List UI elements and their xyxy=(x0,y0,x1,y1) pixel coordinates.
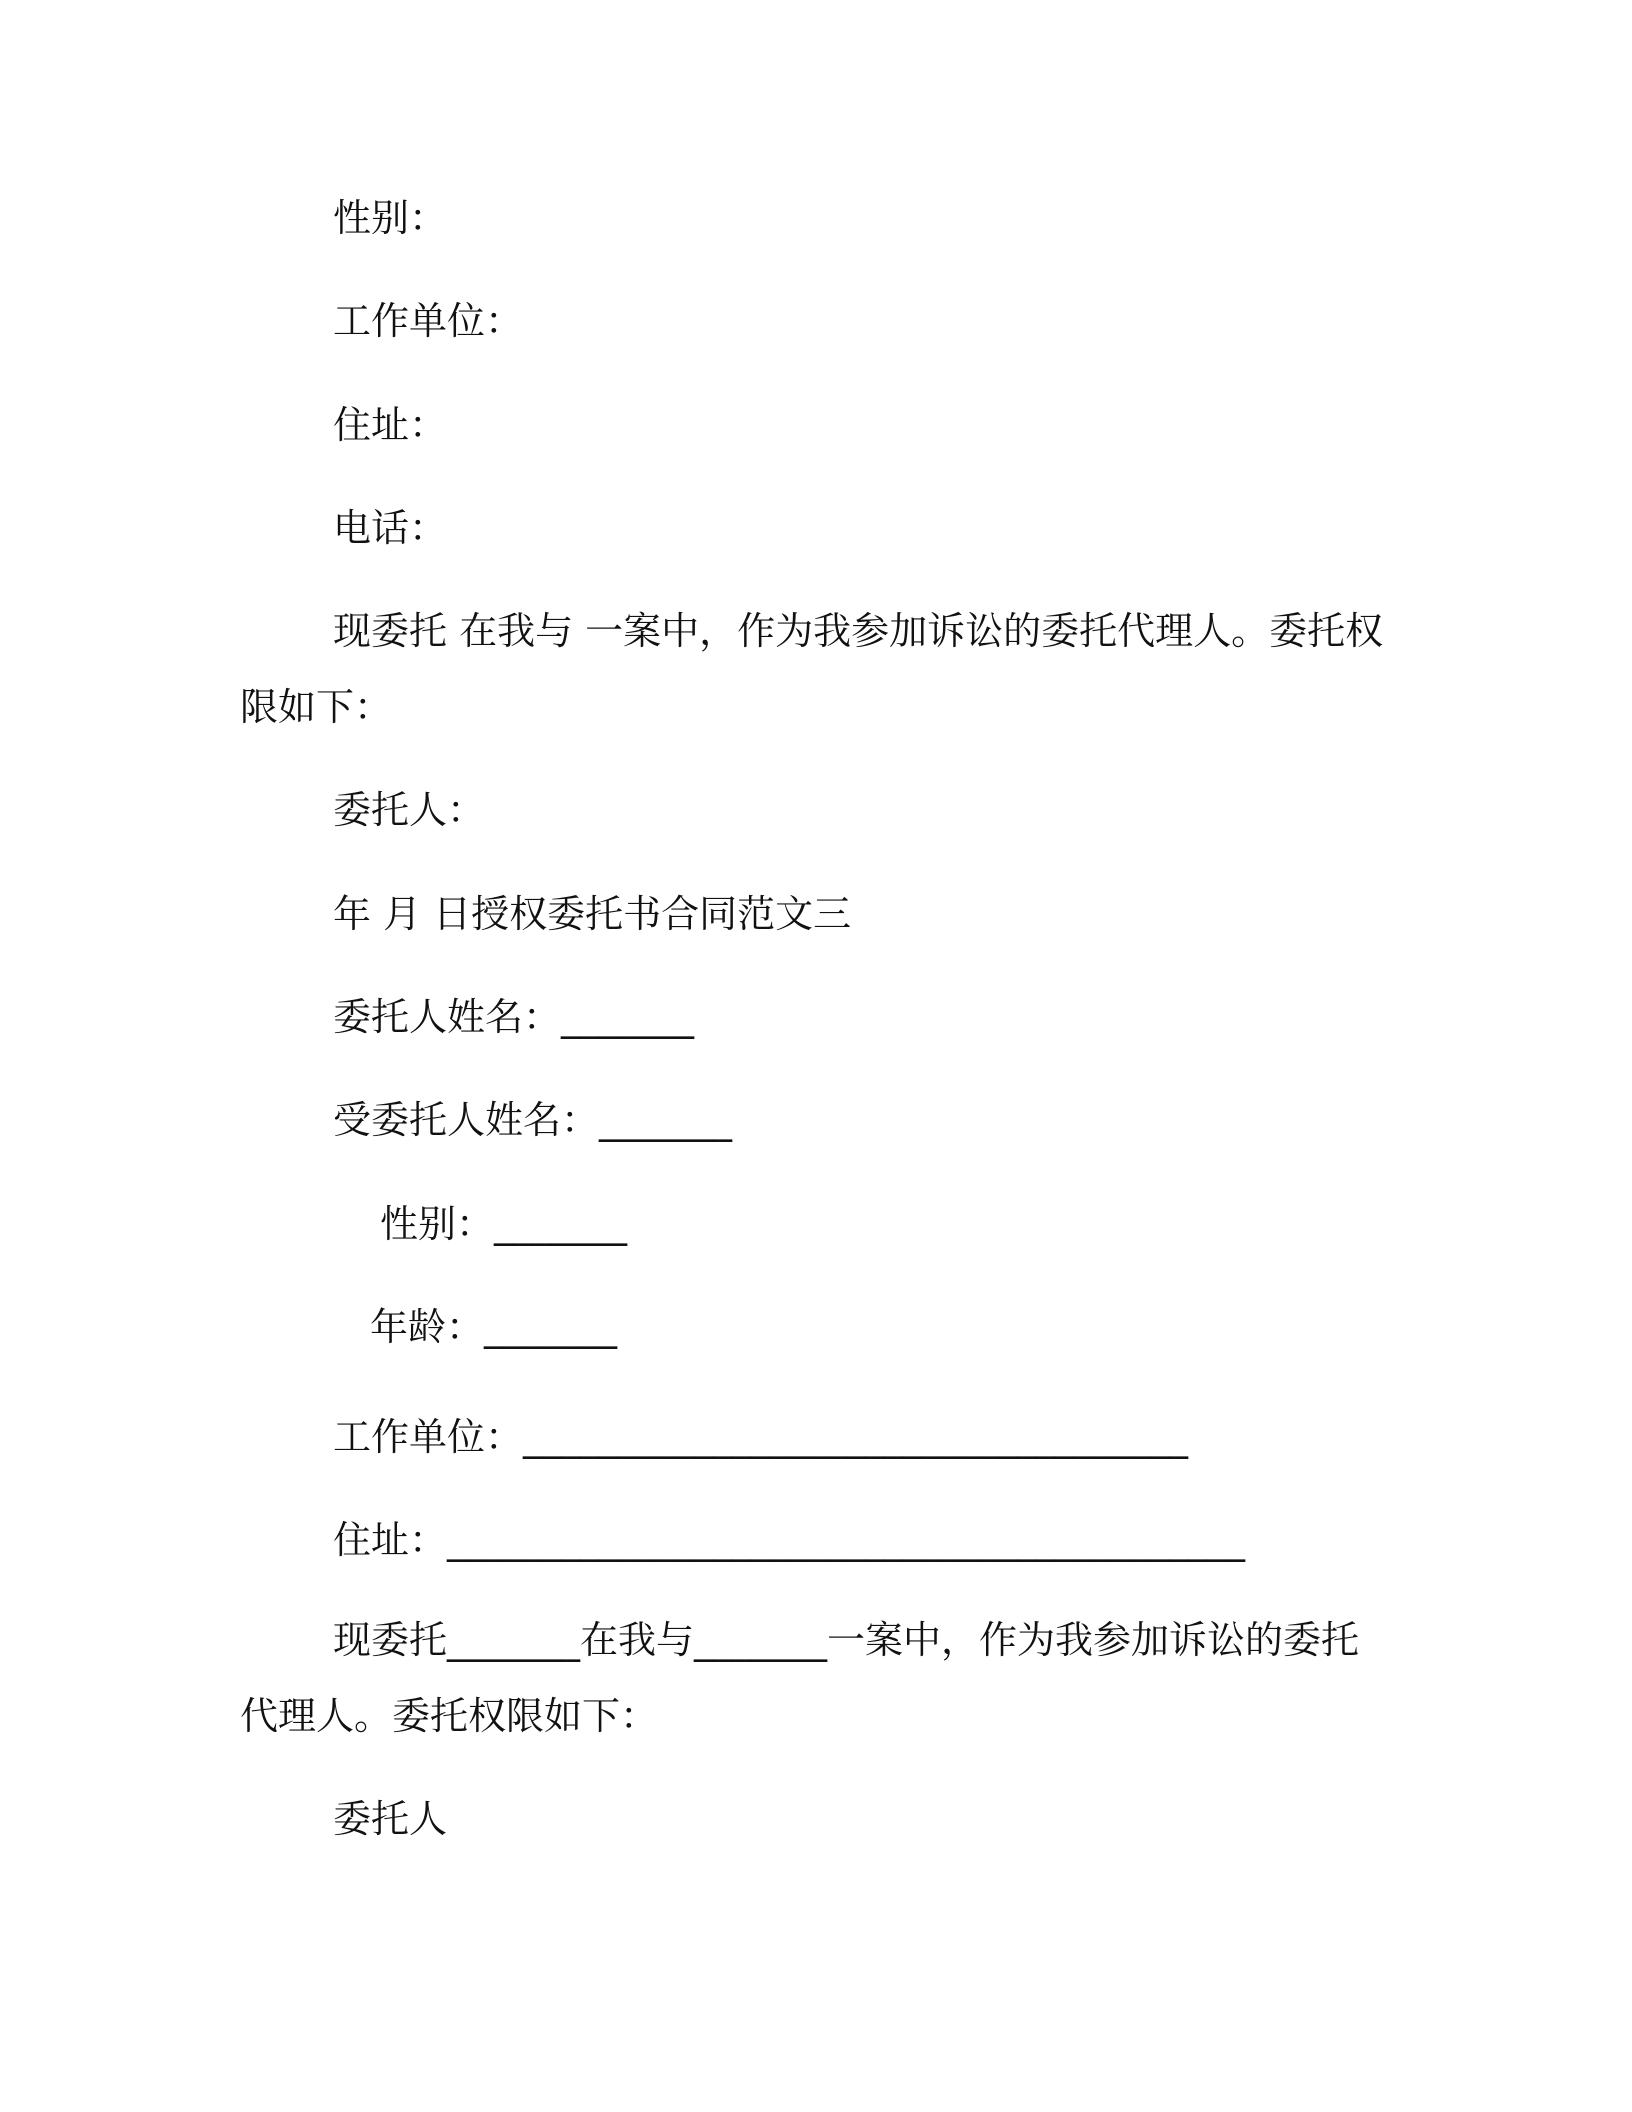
delegation-paragraph-2-line-1: 现委托_______在我与_______一案中，作为我参加诉讼的委托 xyxy=(333,1618,1360,1662)
delegation-paragraph-line-1: 现委托 在我与 一案中，作为我参加诉讼的委托代理人。委托权 xyxy=(333,609,1384,653)
date-and-section-title: 年 月 日授权委托书合同范文三 xyxy=(333,892,852,936)
agent-name-field: 受委托人姓名：_______ xyxy=(333,1098,733,1142)
agent-address-field: 住址：__________________________________________ xyxy=(333,1518,1246,1562)
field-workplace-label: 工作单位： xyxy=(333,299,524,343)
agent-gender-field: 性别：_______ xyxy=(380,1202,628,1246)
delegation-paragraph-2-line-2: 代理人。委托权限如下： xyxy=(240,1694,659,1738)
field-address-label: 住址： xyxy=(333,403,448,447)
field-gender-label: 性别： xyxy=(333,196,448,240)
principal-name-field: 委托人姓名：_______ xyxy=(333,995,695,1039)
delegation-paragraph-line-2: 限如下： xyxy=(240,685,393,729)
principal-label: 委托人： xyxy=(333,788,486,832)
agent-age-field: 年龄：_______ xyxy=(370,1305,618,1349)
agent-workplace-field: 工作单位：___________________________________ xyxy=(333,1415,1189,1459)
principal-signature-label: 委托人 xyxy=(333,1797,448,1841)
field-phone-label: 电话： xyxy=(333,506,448,550)
